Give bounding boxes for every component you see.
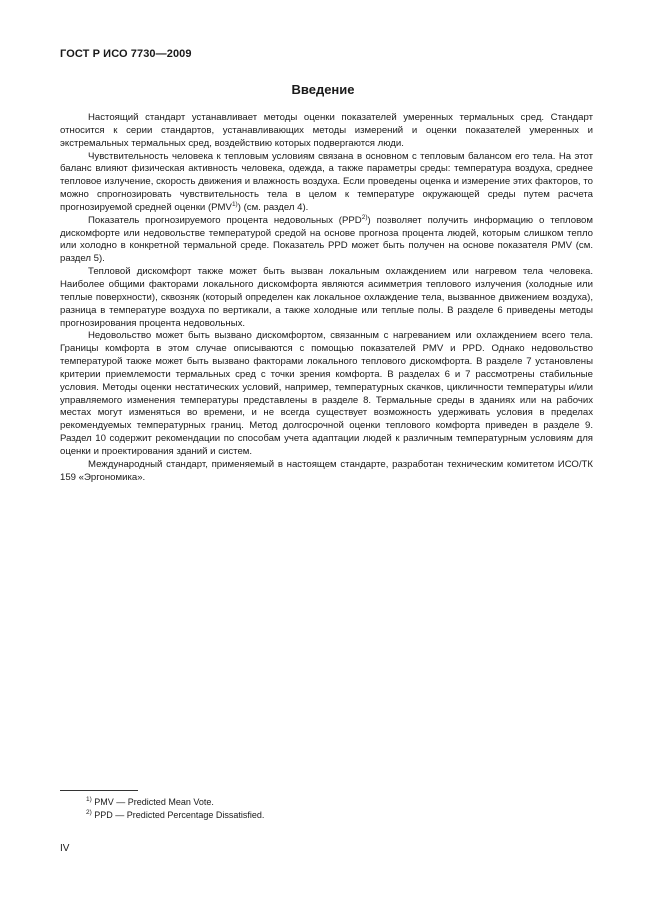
paragraph: Тепловой дискомфорт также может быть вызван локальным охлаждением или нагревом тела человека. Наиболее общими факторами локального дискомфорта являются асимметрия теплового излучения (холодные или теплые поверхности), сквозняк (который определен как локальное охлаждение тела, вызванное движением воздуха), разница в температуре воздуха по вертикали, а также холодные или теплые полы. В разделе 6 приведены методы прогнозирования процента недовольных. <box>60 266 593 329</box>
footnote-text: PPD — Predicted Percentage Dissatisfied. <box>94 810 265 820</box>
page-number: IV <box>60 843 70 854</box>
paragraph: Недовольство может быть вызвано дискомфортом, связанным с нагреванием или охлаждением всего тела. Границы комфорта в этом случае описываются с помощью показателей PMV и PPD. Однако недовольство температурой также может быть вызвано факторами локального теплового дискомфорта. В разделе 7 установлены критерии приемлемости термальных сред с точки зрения комфорта. В разделах 6 и 7 рассмотрены стабильные условия. Методы оценки нестатических условий, например, температурных скачков, цикличности температуры и/или управляемого изменения температуры представлены в разделе 8. Термальные среды в зданиях или на рабочих местах могут изменяться во времени, и не всегда существует возможность удерживать условия в пределах рекомендуемых температурных границ. Метод долгосрочной оценки теплового комфорта приведен в разделе 9. Раздел 10 содержит рекомендации по способам учета адаптации людей к различным температурным условиям для оценки и проектирования зданий и систем. <box>60 330 593 457</box>
footnote-divider <box>60 790 138 791</box>
footnote-mark: 2) <box>86 809 92 816</box>
paragraph <box>60 215 593 266</box>
document-header-code: ГОСТ Р ИСО 7730—2009 <box>60 48 192 60</box>
paragraph-text: ) (см. раздел 4). <box>237 201 309 213</box>
paragraph: Международный стандарт, применяемый в настоящем стандарте, разработан техническим комитетом ИСО/ТК 159 «Эргономика». <box>60 458 593 483</box>
footnote-ref: 1) <box>231 200 238 208</box>
footnote-item <box>86 809 264 822</box>
paragraph-text: ) позволяет получить информацию о тепловом дискомфорте или недовольстве температурой средой на основе прогноза процента людей, которым слишком тепло или холодно в конкретной термальной среде. Показатель PPD может быть получен на основе показателя PMV (см. раздел 5). <box>60 214 593 265</box>
footnote-item <box>86 796 264 809</box>
footnote-ref: 2) <box>361 213 368 221</box>
paragraph-text: Показатель прогнозируемого процента недовольных (PPD <box>88 214 362 226</box>
paragraph <box>60 151 593 215</box>
paragraph-text: Чувствительность человека к тепловым условиям связана в основном с тепловым балансом его тела. На этот баланс влияют физическая активность человека, одежда, а также параметры среды: температура воздуха, среднее тепловое излучение, скорость движения и влажность воздуха. Если проведены оценка и измерение этих факторов, то можно спрогнозировать чувствительность тела в целом к температуре окружающей среды путем расчета прогнозируемой средней оценки (PMV <box>60 150 593 213</box>
footnote-mark: 1) <box>86 796 92 803</box>
body-text <box>60 112 593 484</box>
paragraph: Настоящий стандарт устанавливает методы оценки показателей умеренных термальных сред. Стандарт относится к серии стандартов, устанавливающих методы измерений и оценки показателей умеренных и экстремальных термальных сред, воздействию которых подвергаются люди. <box>60 112 593 149</box>
footnote-text: PMV — Predicted Mean Vote. <box>94 797 214 807</box>
section-title: Введение <box>291 82 355 97</box>
footnotes <box>86 796 264 822</box>
